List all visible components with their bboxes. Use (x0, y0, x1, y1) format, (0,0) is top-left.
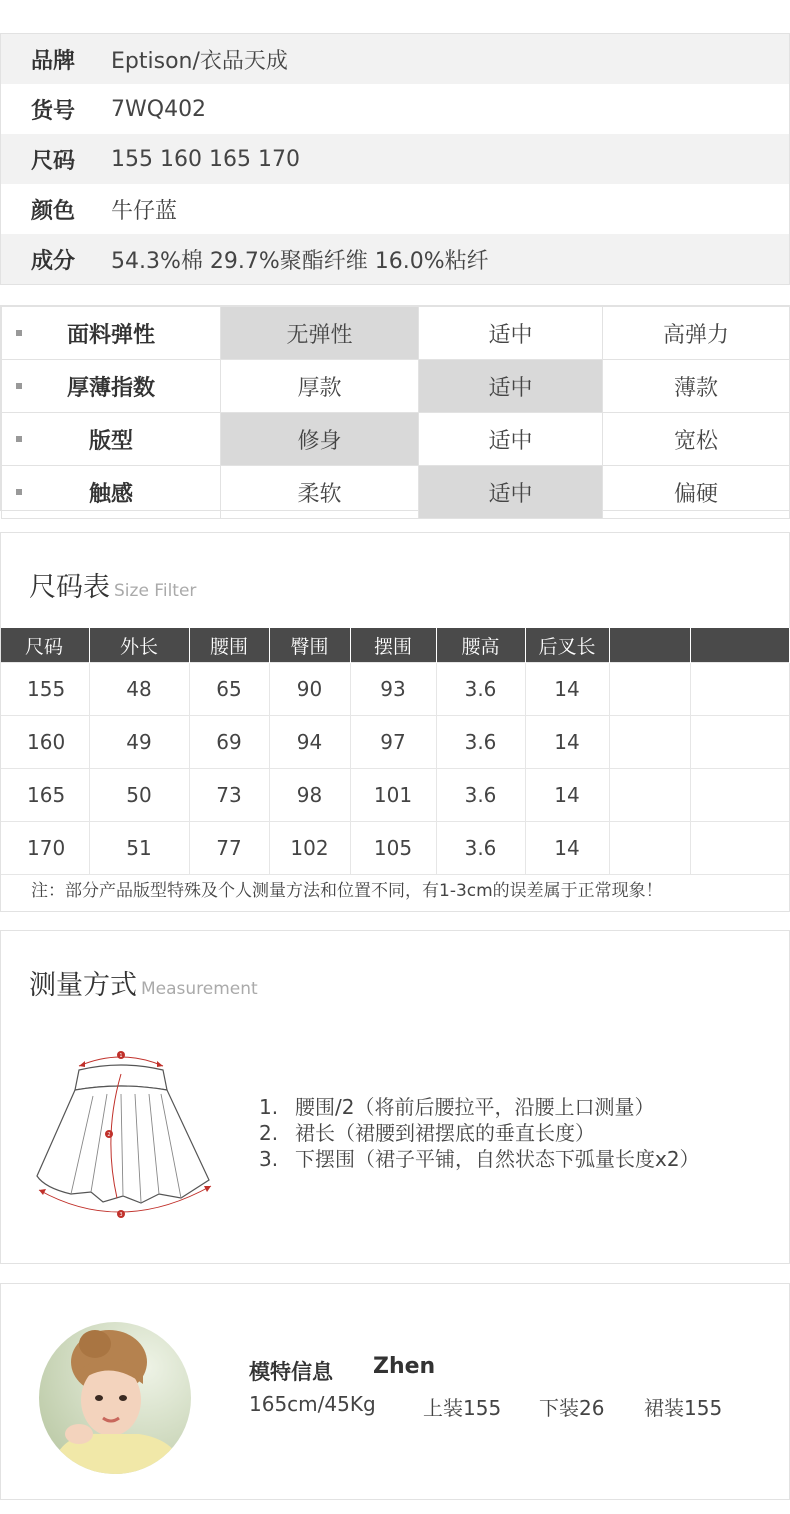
skirt-diagram (31, 1026, 221, 1226)
size-chart-cell (690, 716, 789, 769)
size-chart-row (1, 663, 789, 716)
size-chart-cell: 77 (189, 822, 269, 875)
info-value: 牛仔蓝 (111, 198, 178, 224)
size-chart-header (1, 628, 789, 663)
model-bottom-size: 下装26 (539, 1396, 605, 1420)
size-chart-header-cell (690, 628, 789, 663)
model-name: Zhen (373, 1354, 436, 1379)
size-chart-table (1, 628, 790, 875)
attr-option: 修身 (221, 413, 419, 466)
model-skirt-size: 裙装155 (644, 1396, 723, 1420)
info-key: 颜色 (31, 198, 76, 224)
attr-label: 厚薄指数 (2, 360, 221, 413)
size-chart-header-cell: 后叉长 (525, 628, 609, 663)
model-top-size: 上装155 (423, 1396, 502, 1420)
attr-label: 触感 (2, 466, 221, 519)
size-chart-cell (609, 769, 690, 822)
attr-label: 面料弹性 (2, 307, 221, 360)
size-chart-cell: 105 (350, 822, 436, 875)
size-chart-note: 注：部分产品版型特殊及个人测量方法和位置不同，有1-3cm的误差属于正常现象！ (31, 881, 663, 901)
attr-option: 厚款 (221, 360, 419, 413)
attr-option: 高弹力 (603, 307, 790, 360)
section-subtitle: Measurement (141, 979, 258, 999)
size-chart-header-cell: 臀围 (269, 628, 350, 663)
size-chart-cell (609, 716, 690, 769)
size-chart-cell: 94 (269, 716, 350, 769)
section-subtitle: Size Filter (114, 581, 197, 601)
size-chart-cell: 14 (525, 663, 609, 716)
info-value: Eptison/衣品天成 (111, 48, 288, 74)
attr-option: 适中 (419, 307, 603, 360)
info-key: 尺码 (31, 148, 76, 174)
size-chart-cell: 69 (189, 716, 269, 769)
size-chart-cell: 14 (525, 769, 609, 822)
size-chart-cell: 14 (525, 822, 609, 875)
size-chart-cell: 51 (89, 822, 189, 875)
size-chart-header-cell: 腰高 (436, 628, 525, 663)
fabric-attributes-table (0, 305, 790, 511)
measurement-step: 1. 腰围/2（将前后腰拉平，沿腰上口测量） (259, 1095, 655, 1119)
attr-option: 偏硬 (603, 466, 790, 519)
size-chart-cell (690, 663, 789, 716)
svg-text:3: 3 (119, 1212, 123, 1218)
bullet-icon (16, 436, 22, 442)
product-info-table (0, 33, 790, 285)
attr-row-thickness (2, 360, 790, 413)
attr-option: 适中 (419, 466, 603, 519)
attr-option: 薄款 (603, 360, 790, 413)
attr-row-fit (2, 413, 790, 466)
info-row-sizes (1, 134, 789, 184)
info-row-brand (1, 34, 789, 84)
info-key: 品牌 (31, 48, 76, 74)
measurement-step: 2. 裙长（裙腰到裙摆底的垂直长度） (259, 1121, 595, 1145)
size-chart-cell: 165 (1, 769, 89, 822)
attr-label: 版型 (2, 413, 221, 466)
size-chart-cell: 93 (350, 663, 436, 716)
bullet-icon (16, 330, 22, 336)
info-key: 成分 (31, 248, 76, 274)
size-chart-cell: 3.6 (436, 663, 525, 716)
size-chart-row (1, 716, 789, 769)
attr-row-elasticity (2, 307, 790, 360)
size-chart-cell: 97 (350, 716, 436, 769)
bullet-icon (16, 383, 22, 389)
size-chart-cell: 3.6 (436, 716, 525, 769)
size-chart-row (1, 769, 789, 822)
size-chart-cell (609, 822, 690, 875)
size-chart-cell: 73 (189, 769, 269, 822)
section-title: 测量方式 Measurement (29, 970, 258, 1001)
size-chart-cell: 160 (1, 716, 89, 769)
measurement-section (0, 930, 790, 1264)
info-key: 货号 (31, 98, 76, 124)
info-value: 54.3%棉 29.7%聚酯纤维 16.0%粘纤 (111, 248, 489, 274)
size-chart-cell: 49 (89, 716, 189, 769)
attr-option: 适中 (419, 360, 603, 413)
attr-option: 宽松 (603, 413, 790, 466)
attr-option: 柔软 (221, 466, 419, 519)
section-title: 尺码表 Size Filter (29, 572, 197, 603)
size-chart-header-cell (609, 628, 690, 663)
size-chart-cell: 102 (269, 822, 350, 875)
info-value: 7WQ402 (111, 96, 207, 122)
size-chart-cell: 90 (269, 663, 350, 716)
size-chart-cell (690, 769, 789, 822)
size-chart-cell: 101 (350, 769, 436, 822)
measurement-steps (259, 1094, 700, 1172)
model-info-section (0, 1283, 790, 1500)
size-chart-row (1, 822, 789, 875)
svg-text:1: 1 (119, 1053, 123, 1059)
bullet-icon (16, 489, 22, 495)
size-chart-header-cell: 外长 (89, 628, 189, 663)
size-chart-cell: 98 (269, 769, 350, 822)
model-body: 165cm/45Kg (249, 1392, 376, 1416)
size-chart-header-cell: 尺码 (1, 628, 89, 663)
info-row-color (1, 184, 789, 234)
size-chart-cell: 155 (1, 663, 89, 716)
size-chart-header-cell: 摆围 (350, 628, 436, 663)
size-chart-cell: 3.6 (436, 769, 525, 822)
info-value: 155 160 165 170 (111, 146, 300, 172)
measurement-step: 3. 下摆围（裙子平铺，自然状态下弧量长度x2） (259, 1147, 700, 1171)
attr-option: 适中 (419, 413, 603, 466)
model-avatar (39, 1322, 191, 1474)
attr-row-touch (2, 466, 790, 519)
svg-text:2: 2 (107, 1132, 111, 1138)
size-chart-cell: 65 (189, 663, 269, 716)
info-row-material (1, 234, 789, 284)
size-chart-cell: 50 (89, 769, 189, 822)
model-info-title: 模特信息 (249, 1360, 333, 1384)
info-row-sku (1, 84, 789, 134)
size-chart-cell: 48 (89, 663, 189, 716)
size-chart-section (0, 532, 790, 912)
attr-option: 无弹性 (221, 307, 419, 360)
size-chart-cell: 170 (1, 822, 89, 875)
size-chart-cell (690, 822, 789, 875)
size-chart-cell: 3.6 (436, 822, 525, 875)
size-chart-header-cell: 腰围 (189, 628, 269, 663)
size-chart-cell (609, 663, 690, 716)
size-chart-cell: 14 (525, 716, 609, 769)
